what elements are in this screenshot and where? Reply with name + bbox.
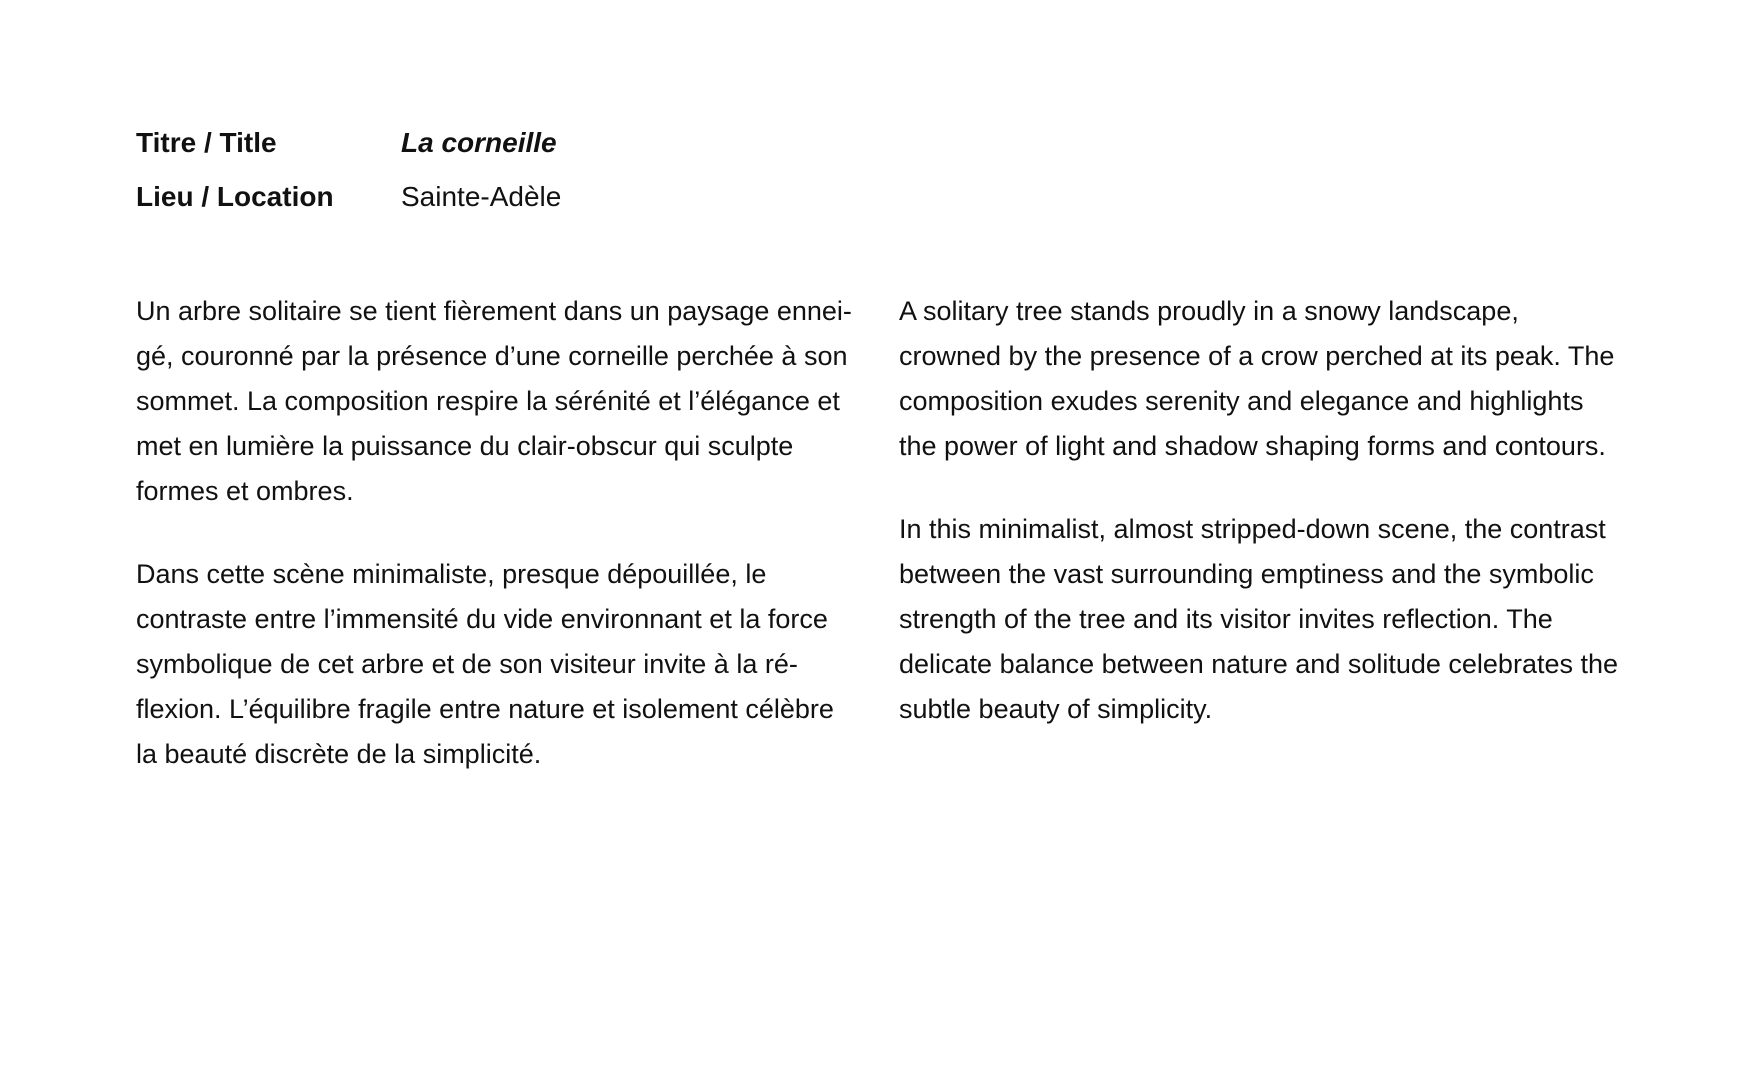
description-columns	[136, 289, 1636, 777]
artwork-label	[136, 124, 1636, 769]
english-paragraph-1: A solitary tree stands proudly in a snowy landscape, crowned by the presence of a crow perched at its peak. The composition exudes serenity and elegance and highlights the power of light and shadow shaping forms and contours.	[899, 296, 1615, 461]
location-label: Lieu / Location	[136, 181, 334, 212]
title-label: Titre / Title	[136, 127, 277, 158]
location-value: Sainte-Adèle	[401, 181, 562, 212]
french-paragraph-1: Un arbre solitaire se tient fièrement dans un paysage enneigé, couronné par la présence d’une corneille perchée à son sommet. La composition respire la sérénité et l’élégance et met en lumière la puissance du clair-obscur qui sculpte formes et ombres.	[136, 296, 852, 506]
metadata-block	[136, 124, 1636, 216]
title-value: La corneille	[401, 127, 557, 158]
french-paragraph-2: Dans cette scène minimaliste, presque dépouillée, le contraste entre l’immensité du vide environnant et la force symbolique de cet arbre et de son visiteur invite à la réflexion. L’équilibre fragile entre nature et isolement célèbre la beauté discrète de la simplicité.	[136, 559, 834, 769]
english-column	[899, 289, 1624, 777]
english-paragraph-2: In this minimalist, almost stripped-down scene, the contrast between the vast surrounding emptiness and the symbolic strength of the tree and its visitor invites reflection. The delicate balance between nature and solitude celebrates the subtle beauty of simplicity.	[899, 514, 1619, 724]
french-column	[136, 289, 861, 777]
